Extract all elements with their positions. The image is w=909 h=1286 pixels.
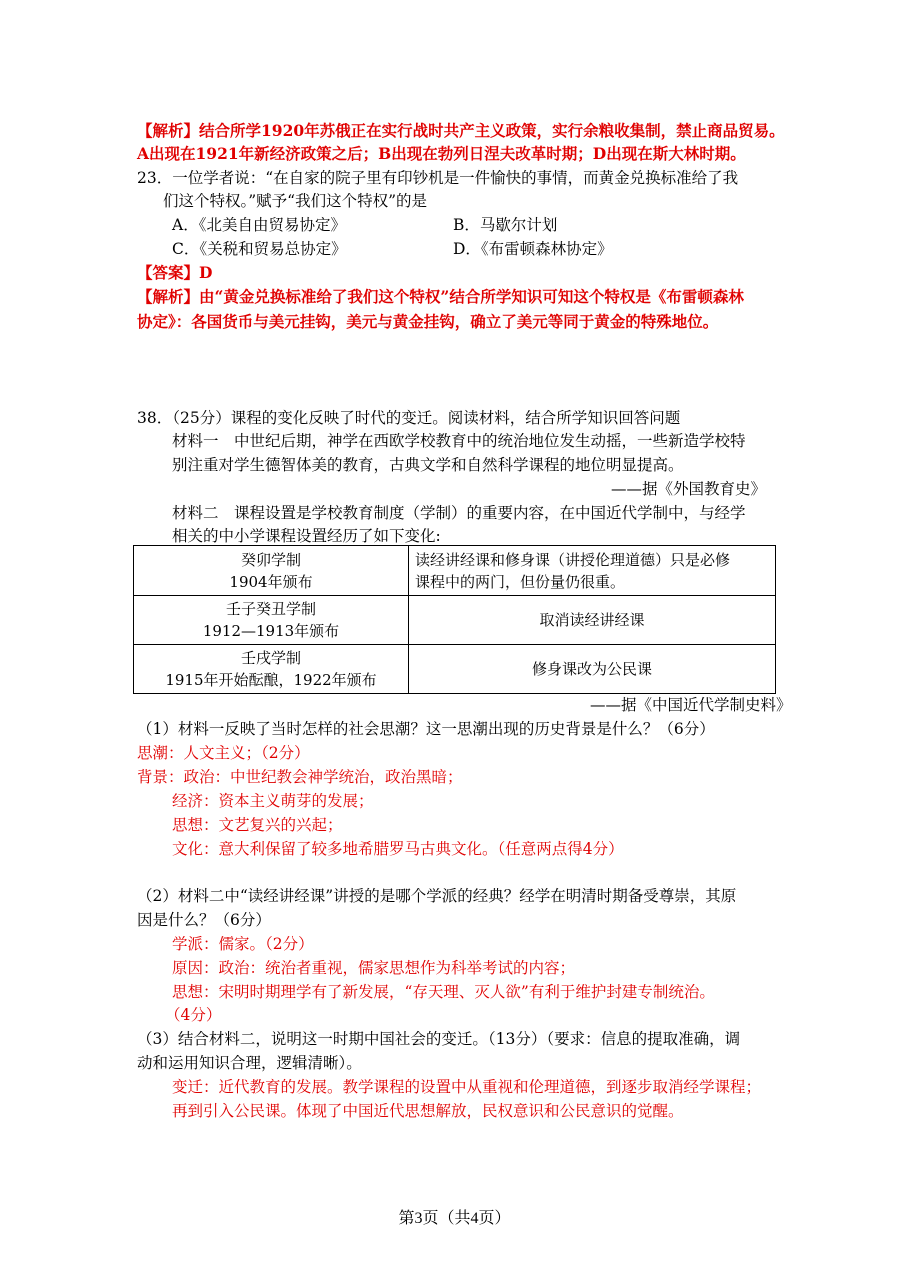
- q23-stem-line1: 23．一位学者说：“在自家的院子里有印钞机是一件愉快的事情，而黄金兑换标准给了我: [137, 169, 739, 187]
- q38-sub1-answer-line4: 思想：文艺复兴的兴起；: [172, 816, 343, 834]
- school-system-table: [133, 545, 776, 694]
- change-line1: 取消读经讲经课: [539, 611, 645, 629]
- q38-sub3-answer-line1: 变迁：近代教育的发展。教学课程的设置中从重视和伦理道德，到逐步取消经学课程；: [172, 1078, 762, 1096]
- change-line1: 读经讲经课和修身课（讲授伦理道德）只是必修: [415, 550, 731, 569]
- change-cell: [409, 645, 776, 694]
- q38-sub1-answer-line1: 思潮：人文主义；（2分）: [137, 744, 310, 762]
- q38-sub2-answer-line3: 思想：宋明时期理学有了新发展，“存天理、灭人欲”有利于维护封建专制统治。: [172, 983, 715, 1001]
- q38-sub1-answer-line5: 文化：意大利保留了较多地希腊罗马古典文化。（任意两点得4分）: [172, 840, 624, 858]
- q38-sub3-question-line2: 动和运用知识合理，逻辑清晰）。: [137, 1054, 362, 1072]
- table-row: [134, 546, 776, 596]
- q22-analysis-line1: 【解析】结合所学1920年苏俄正在实行战时共产主义政策，实行余粮收集制，禁止商品贸易。: [137, 121, 785, 140]
- q38-sub1-question: （1）材料一反映了当时怎样的社会思潮？这一思潮出现的历史背景是什么？（6分）: [137, 720, 715, 738]
- q38-sub2-answer-line4: （4分）: [165, 1006, 222, 1024]
- q38-sub2-answer-line2: 原因：政治：统治者重视，儒家思想作为科举考试的内容；: [172, 959, 576, 977]
- change-cell: [409, 596, 776, 645]
- change-cell: [409, 546, 776, 596]
- q23-option-d: D．《布雷顿森林协定》: [453, 240, 613, 258]
- q23-answer: 【答案】D: [137, 263, 213, 282]
- change-line2: 课程中的两门，但份量仍很重。: [415, 572, 626, 591]
- change-line1: 修身课改为公民课: [531, 660, 652, 678]
- page-number: 第3页（共4页）: [398, 1210, 511, 1227]
- system-name: 癸卯学制: [240, 550, 301, 569]
- q38-sub3-question-line1: （3）结合材料二，说明这一时期中国社会的变迁。（13分）（要求：信息的提取准确，调: [137, 1030, 741, 1048]
- system-cell: [134, 596, 409, 645]
- system-cell: [134, 645, 409, 694]
- q23-option-c: C．《关税和贸易总协定》: [172, 240, 347, 258]
- q38-sub1-answer-line3: 经济：资本主义萌芽的发展；: [172, 792, 374, 810]
- system-date: 1915年开始酝酿，1922年颁布: [165, 671, 377, 689]
- q23-stem-line2: 们这个特权。”赋予“我们这个特权”的是: [163, 192, 428, 210]
- q38-material1-line1: 材料一 中世纪后期，神学在西欧学校教育中的统治地位发生动摇，一些新造学校特: [172, 432, 746, 450]
- q38-sub2-question-line2: 因是什么？（6分）: [137, 911, 271, 929]
- system-date: 1904年颁布: [229, 572, 313, 591]
- q22-analysis-line2: A出现在1921年新经济政策之后；B出现在勃列日涅夫改革时期；D出现在斯大林时期。: [137, 144, 746, 163]
- table-row: [134, 645, 776, 694]
- q38-material2-line2: 相关的中小学课程设置经历了如下变化:: [172, 527, 441, 545]
- q23-option-a: A．《北美自由贸易协定》: [172, 216, 346, 234]
- q38-sub2-question-line1: （2）材料二中“读经讲经课”讲授的是哪个学派的经典？经学在明清时期备受尊崇，其原: [137, 887, 737, 905]
- system-name: 壬戌学制: [240, 649, 301, 667]
- table-row: [134, 596, 776, 645]
- q38-material2-source: ——据《中国近代学制史料》: [590, 696, 792, 714]
- q23-analysis-line1: 【解析】由“黄金兑换标准给了我们这个特权”结合所学知识可知这个特权是《布雷顿森林: [137, 287, 744, 306]
- system-cell: [134, 546, 409, 596]
- q38-sub1-answer-line2: 背景：政治：中世纪教会神学统治，政治黑暗；: [137, 768, 463, 786]
- q23-option-b: B．马歇尔计划: [453, 216, 558, 234]
- q38-sub2-answer-line1: 学派：儒家。（2分）: [172, 935, 314, 953]
- q38-material1-source: ——据《外国教育史》: [611, 480, 767, 498]
- system-date: 1912—1913年颁布: [202, 622, 340, 640]
- system-name: 壬子癸丑学制: [225, 600, 316, 618]
- q38-stem: 38．（25分）课程的变化反映了时代的变迁。阅读材料，结合所学知识回答问题: [137, 409, 681, 427]
- q38-material1-line2: 别注重对学生德智体美的教育，古典文学和自然科学课程的地位明显提高。: [172, 456, 684, 474]
- q23-analysis-line2: 协定》：各国货币与美元挂钩，美元与黄金挂钩，确立了美元等同于黄金的特殊地位。: [137, 312, 719, 331]
- q38-sub3-answer-line2: 再到引入公民课。体现了中国近代思想解放，民权意识和公民意识的觉醒。: [172, 1102, 684, 1120]
- q38-material2-line1: 材料二 课程设置是学校教育制度（学制）的重要内容，在中国近代学制中，与经学: [172, 504, 746, 522]
